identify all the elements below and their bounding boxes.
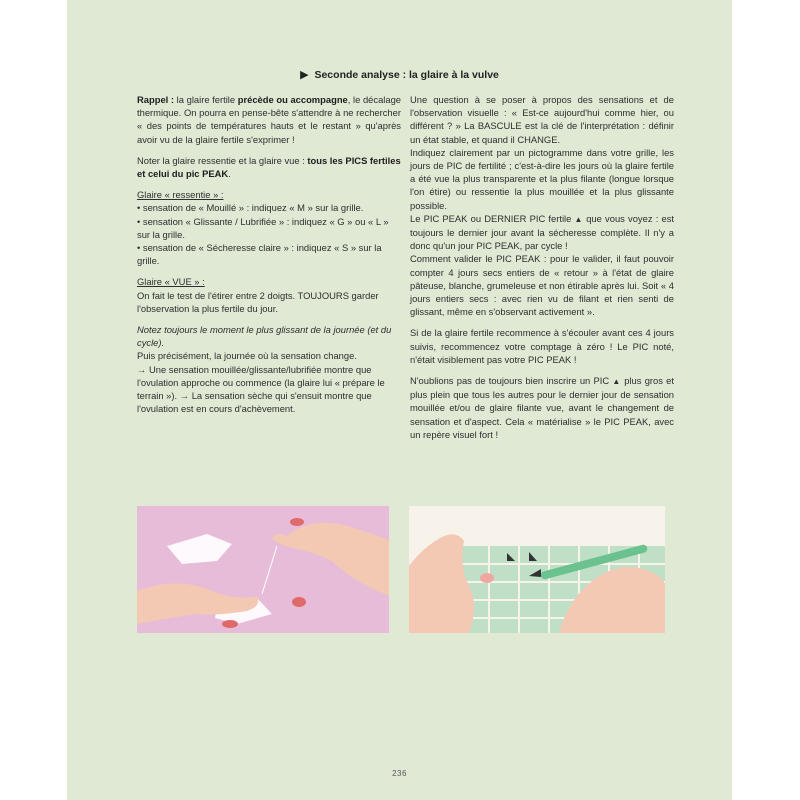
- triangle-icon: ▲: [574, 214, 584, 224]
- valider-paragraph: Comment valider le PIC PEAK : pour le valider, il faut pouvoir compter 4 jours secs entiers de « retour » à l'état de glaire pâteuse, blanche, grumeleuse et non étirable après lui. Soit « 4 jours entiers secs : avec rien vu de filant et rien senti de glissant, même en s'observant activement ».: [410, 253, 674, 318]
- glaire-vue-heading: Glaire « VUE » :: [137, 276, 205, 288]
- right-column: [410, 93, 674, 449]
- section-title: [67, 68, 732, 81]
- emphasis-text: précède ou accompagne: [237, 94, 348, 105]
- text-span: N'oublions pas de toujours bien inscrire un PIC: [410, 375, 613, 387]
- hands-stretching-mucus-icon: [137, 506, 389, 633]
- rappel-label: Rappel :: [137, 94, 175, 105]
- glaire-ressentie-heading: Glaire « ressentie » :: [137, 189, 224, 201]
- text-span: Noter la glaire ressentie et la glaire vue :: [137, 154, 308, 166]
- rappel-paragraph: [137, 93, 401, 146]
- hand-drawing-on-grid-icon: [409, 506, 665, 633]
- hand-drawing-grid-illustration: [409, 506, 665, 633]
- pic-peak-paragraph: [410, 212, 674, 253]
- oublions-paragraph: [410, 374, 674, 441]
- page-number: 236: [392, 769, 407, 778]
- ovulation-paragraph: → Une sensation mouillée/glissante/lubrifiée montre que l'ovulation approche ou commence (la glaire lui « prépare le terrain »). → La sensation sèche qui s'ensuit montre que l'ovulation est en cours d'achèvement.: [137, 363, 385, 415]
- recommence-paragraph: Si de la glaire fertile recommence à s'écouler avant ces 4 jours suivis, recommencez votre comptage à zéro ! Le PIC noté, n'était visiblement pas votre PIC PEAK !: [410, 327, 674, 365]
- text-span: la glaire fertile: [174, 94, 238, 105]
- emphasis-text: tous les PICS fertiles et celui du pic PEAK: [137, 154, 401, 180]
- text-span: plus gros et plus plein que tous les autres pour le dernier jour de sensation mouillée et/ou de glaire filante vue, avant le changement de sensation et d'aspect. Cela « matérialise » le PIC PEAK, avec un repère visuel fort !: [410, 375, 674, 440]
- text-span: .: [228, 168, 231, 180]
- text-span: que vous voyez : est toujours le dernier jour avant la sécheresse complète. Il n'y a donc qu'un jour PIC PEAK, par cycle !: [410, 212, 674, 252]
- list-item: • sensation de « Mouillé » : indiquez « M » sur la grille.: [137, 202, 364, 214]
- section-title-text: Seconde analyse : la glaire à la vulve: [314, 69, 499, 81]
- hands-mucus-illustration: [137, 506, 389, 633]
- left-column: [137, 93, 401, 423]
- list-item: • sensation « Glissante / Lubrifiée » : indiquez « G » ou « L » sur la grille.: [137, 215, 389, 240]
- question-paragraph: Une question à se poser à propos des sensations et de l'observation visuelle : « Est-ce aujourd'hui comme hier, ou différent ? » La BASCULE est la clé de l'interprétation : définir un état stable, et quand il CHANGE.: [410, 94, 674, 145]
- pictogram-paragraph: Indiquez clairement par un pictogramme dans votre grille, les jours de PIC de fertilité ; c'est-à-dire les jours où la glaire fertile a été vue la plus transparente et la plus filante (longue lorsque l'on étire) ou ressentie la plus mouillée et la plus glissante possible.: [410, 146, 674, 211]
- note-italic: Notez toujours le moment le plus glissant de la journée (et du cycle).: [137, 324, 392, 349]
- text-span: Le PIC PEAK ou DERNIER PIC fertile: [410, 212, 575, 224]
- noter-paragraph: [137, 154, 401, 180]
- play-triangle-icon: ▶: [300, 69, 309, 81]
- list-item: • sensation de « Sécheresse claire » : indiquez « S » sur la grille.: [137, 242, 382, 267]
- journee-paragraph: Puis précisément, la journée où la sensation change.: [137, 350, 357, 362]
- glaire-vue-text: On fait le test de l'étirer entre 2 doigts. TOUJOURS garder l'observation la plus fertile du jour.: [137, 289, 379, 314]
- book-page: [67, 0, 732, 800]
- triangle-icon: ▲: [612, 377, 621, 387]
- text-span: , le décalage thermique. On pourra en pense-bête s'attendre à ne rechercher « des points de températures hauts et le restant » qu'après avoir vu de la glaire fertile s'exprimer !: [137, 94, 402, 145]
